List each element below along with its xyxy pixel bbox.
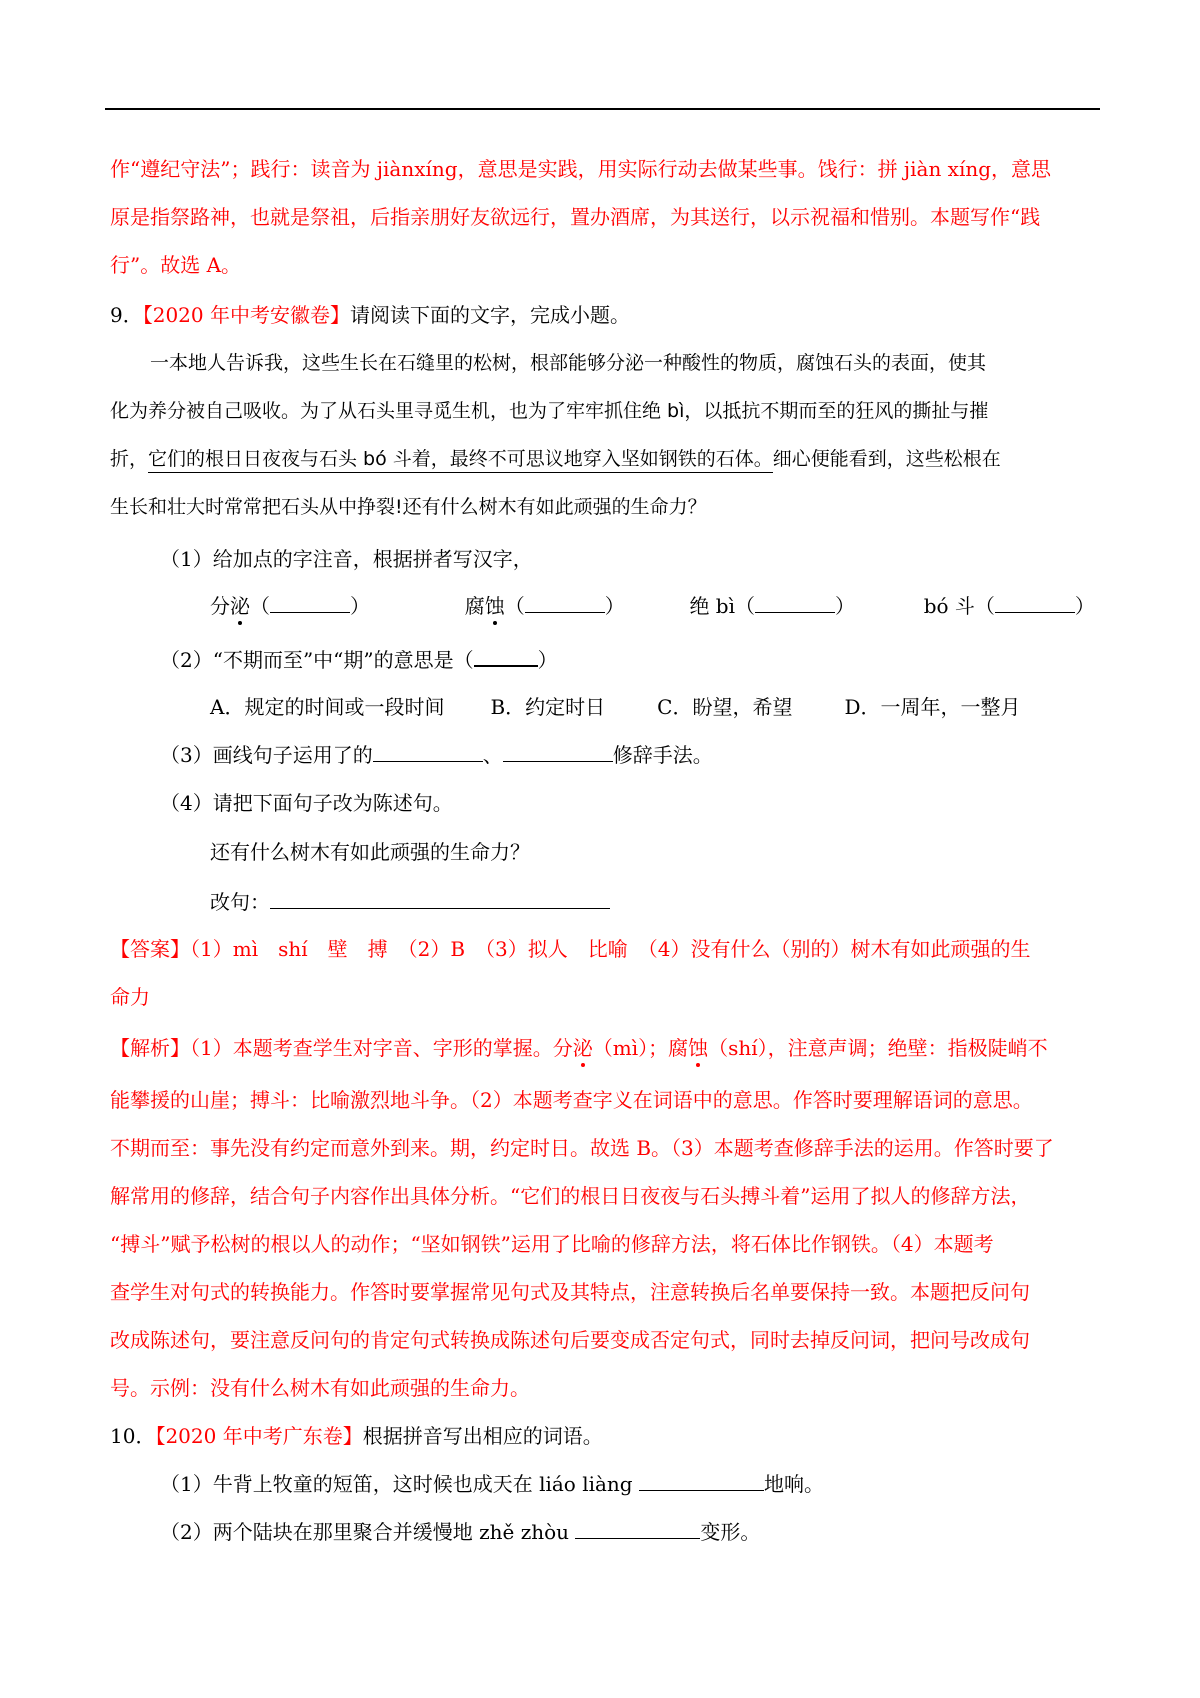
q9-sub-2: （2）“不期而至”中“期”的意思是（ ）: [160, 648, 558, 672]
q10-prompt: 根据拼音写出相应的词语。: [362, 1424, 603, 1448]
blank-zhezhou[interactable]: [575, 1520, 700, 1539]
item-fushi: 腐蚀（ ）: [464, 594, 625, 618]
q9-prompt: 请阅读下面的文字，完成小题。: [350, 303, 630, 327]
item-bodou: bó 斗（ ）: [923, 594, 1095, 618]
answer-line-1: 【答案】（1）mì shí 壁 搏 （2）B （3）拟人 比喻 （4）没有什么（别的）树木有如此顽强的生: [110, 937, 1031, 961]
q9-sub-3: （3）画线句子运用了的 、 修辞手法。: [160, 743, 713, 767]
q10-number: 10．: [110, 1424, 156, 1448]
q9-sub-4-answer: 改句：: [210, 890, 610, 914]
underlined-sentence: 它们的根日日夜夜与石头 bó 斗着，最终不可思议地穿入坚如钢铁的石体。: [148, 448, 773, 473]
passage-line-3-start: 折，: [110, 448, 149, 470]
q9-options: [210, 695, 1021, 719]
q10-source-tag: 【2020 年中考广东卷】: [155, 1424, 363, 1448]
passage-line-2: 化为养分被自己吸收。为了从石头里寻觅生机，也为了牢牢抓住绝 bì，以抵抗不期而至的狂风的撕扯与摧: [110, 400, 989, 422]
option-b[interactable]: B．约定时日: [490, 695, 606, 719]
item-fenmi: 分泌（ ）: [210, 594, 370, 618]
item-juebi: 绝 bì（ ）: [689, 594, 855, 618]
blank-qi[interactable]: [474, 647, 538, 667]
blank-juebi[interactable]: [755, 594, 835, 613]
passage-line-4: 生长和壮大时常常把石头从中挣裂!还有什么树木有如此顽强的生命力？: [110, 496, 707, 518]
answer-label: 【答案】: [110, 937, 190, 961]
passage-line-3: [110, 447, 1001, 471]
q9-sub-4-question: 还有什么树木有如此顽强的生命力？: [210, 840, 530, 864]
cont-line-3: 行”。故选 A。: [110, 253, 242, 277]
option-c[interactable]: C．盼望，希望: [657, 695, 793, 719]
cont-line-1: 作“遵纪守法”；践行：读音为 jiànxíng，意思是实践，用实际行动去做某些事。饯行：拼 jiàn xíng，意思: [110, 157, 1052, 181]
option-d[interactable]: D．一周年，一整月: [844, 695, 1021, 719]
answer-line-2: 命力: [110, 985, 150, 1009]
blank-rewrite[interactable]: [270, 890, 610, 909]
q10-sub-2: （2）两个陆块在那里聚合并缓慢地 zhě zhòu 变形。: [160, 1520, 761, 1544]
analysis-line-6: 查学生对句式的转换能力。作答时要掌握常见句式及其特点，注意转换后名单要保持一致。本题把反问句: [110, 1280, 1030, 1304]
analysis-line-1: 【解析】（1）本题考查学生对字音、字形的掌握。分泌（mì）；腐蚀（shí），注意声调；绝壁：指极陡峭不: [110, 1036, 1048, 1060]
q9-heading: [110, 303, 630, 327]
analysis-line-3: 不期而至：事先没有约定而意外到来。期，约定时日。故选 B。（3）本题考查修辞手法的运用。作答时要了: [110, 1136, 1054, 1160]
blank-bodou[interactable]: [995, 594, 1075, 613]
passage-line-3-end: 细心便能看到，这些松根在: [772, 448, 1001, 470]
cont-line-2: 原是指祭路神，也就是祭祖，后指亲朋好友欲远行，置办酒席，为其送行，以示祝福和惜别。本题写作“践: [110, 205, 1041, 229]
analysis-line-7: 改成陈述句，要注意反问句的肯定句式转换成陈述句后要变成否定句式，同时去掉反问词，把问号改成句: [110, 1328, 1030, 1352]
q9-sub-1-items: [210, 594, 1095, 618]
blank-rhetoric-1[interactable]: [373, 743, 483, 762]
q9-sub-1: （1）给加点的字注音，根据拼者写汉字，: [160, 547, 533, 571]
q10-sub-1: （1）牛背上牧童的短笛，这时候也成天在 liáo liàng 地响。: [160, 1472, 824, 1496]
q9-sub-4: （4）请把下面句子改为陈述句。: [160, 791, 453, 815]
analysis-line-8: 号。示例：没有什么树木有如此顽强的生命力。: [110, 1376, 530, 1400]
q10-heading: [110, 1424, 603, 1448]
analysis-line-4: 解常用的修辞，结合句子内容作出具体分析。“它们的根日日夜夜与石头搏斗着”运用了拟人的修辞方法，: [110, 1184, 1031, 1208]
blank-fushi[interactable]: [525, 594, 605, 613]
blank-fenmi[interactable]: [270, 594, 350, 613]
analysis-line-5: “搏斗”赋予松树的根以人的动作；“坚如钢铁”运用了比喻的修辞方法，将石体比作钢铁。（4）本题考: [110, 1232, 994, 1256]
passage-line-1: 一本地人告诉我，这些生长在石缝里的松树，根部能够分泌一种酸性的物质，腐蚀石头的表面，使其: [150, 352, 987, 374]
q9-source-tag: 【2020 年中考安徽卷】: [142, 303, 350, 327]
header-rule: [105, 108, 1100, 110]
blank-rhetoric-2[interactable]: [503, 743, 613, 762]
option-a[interactable]: A．规定的时间或一段时间: [210, 695, 445, 719]
q9-number: 9．: [110, 303, 143, 327]
blank-liaoliang[interactable]: [639, 1472, 764, 1491]
analysis-line-2: 能攀援的山崖；搏斗：比喻激烈地斗争。（2）本题考查字义在词语中的意思。作答时要理解语词的意思。: [110, 1088, 1033, 1112]
analysis-label: 【解析】: [110, 1036, 190, 1060]
